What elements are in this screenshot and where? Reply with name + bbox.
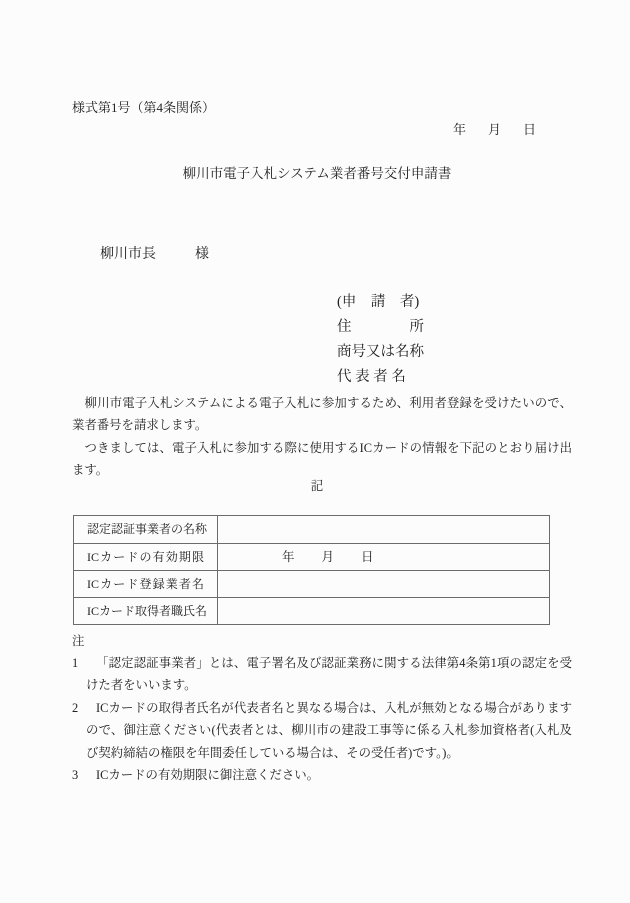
note-text-3: ICカードの有効期限に御注意ください。	[96, 768, 320, 783]
note-text-1: 「認定認証事業者」とは、電子署名及び認証業務に関する法律第4条第1項の認定を受けた者をいいます。	[86, 656, 572, 693]
note-item-3	[72, 764, 572, 786]
table-row-certifier-name	[74, 516, 549, 543]
expiry-day-label: 日	[361, 550, 374, 564]
applicant-block	[337, 290, 424, 390]
date-month-label: 月	[488, 122, 502, 137]
row-value-registered-company	[218, 571, 549, 597]
expiry-year-label: 年	[282, 550, 295, 564]
note-number-2: 2	[72, 700, 79, 715]
date-day-label: 日	[523, 122, 537, 137]
form-number: 様式第1号（第4条関係）	[72, 100, 216, 115]
note-item-1	[72, 652, 572, 697]
note-number-1: 1	[72, 656, 79, 670]
date-year-label: 年	[453, 122, 467, 137]
body-paragraph-2: つきましては、電子入札に参加する際に使用するICカードの情報を下記のとおり届け出ます。	[72, 440, 572, 478]
row-value-card-expiry	[218, 544, 549, 570]
note-item-2	[72, 697, 572, 764]
table-row-registered-company	[74, 570, 549, 597]
table-row-holder-name	[74, 597, 549, 624]
row-label-certifier-name: 認定認証事業者の名称	[74, 516, 218, 543]
row-value-certifier-name	[218, 516, 549, 543]
row-label-holder-name: ICカード取得者職氏名	[74, 598, 218, 624]
record-marker: 記	[310, 479, 324, 493]
date-line	[453, 119, 536, 138]
notes-label: 注	[72, 634, 85, 648]
document-title: 柳川市電子入札システム業者番号交付申請書	[182, 166, 452, 181]
addressee-honorific: 様	[195, 247, 209, 262]
ic-card-table	[73, 515, 550, 625]
row-value-holder-name	[218, 598, 549, 624]
applicant-field-company-name: 商号又は名称	[337, 344, 424, 360]
applicant-field-representative: 代 表 者 名	[337, 369, 406, 385]
row-label-registered-company: ICカード登録業者名	[74, 571, 218, 597]
applicant-heading: (申 請 者)	[337, 294, 420, 310]
note-text-2: ICカードの取得者氏名が代表者名と異なる場合は、入札が無効となる場合がありますので、御注意ください(代表者とは、柳川市の建設工事等に係る入札参加資格者(入札及び契約締結の権限を年間委任している場合は、その受任者)です。)。	[86, 700, 572, 760]
body-text	[72, 392, 572, 482]
notes-list	[72, 652, 572, 786]
expiry-month-label: 月	[321, 550, 335, 564]
table-row-card-expiry	[74, 543, 549, 570]
row-label-card-expiry: ICカードの有効期限	[74, 544, 218, 570]
addressee-name: 柳川市長	[100, 247, 156, 262]
addressee-line	[100, 243, 209, 263]
body-paragraph-1: 柳川市電子入札システムによる電子入札に参加するため、利用者登録を受けたいので、業者番号を請求します。	[72, 396, 572, 433]
note-number-3: 3	[72, 768, 79, 783]
applicant-field-address: 住 所	[337, 319, 424, 335]
